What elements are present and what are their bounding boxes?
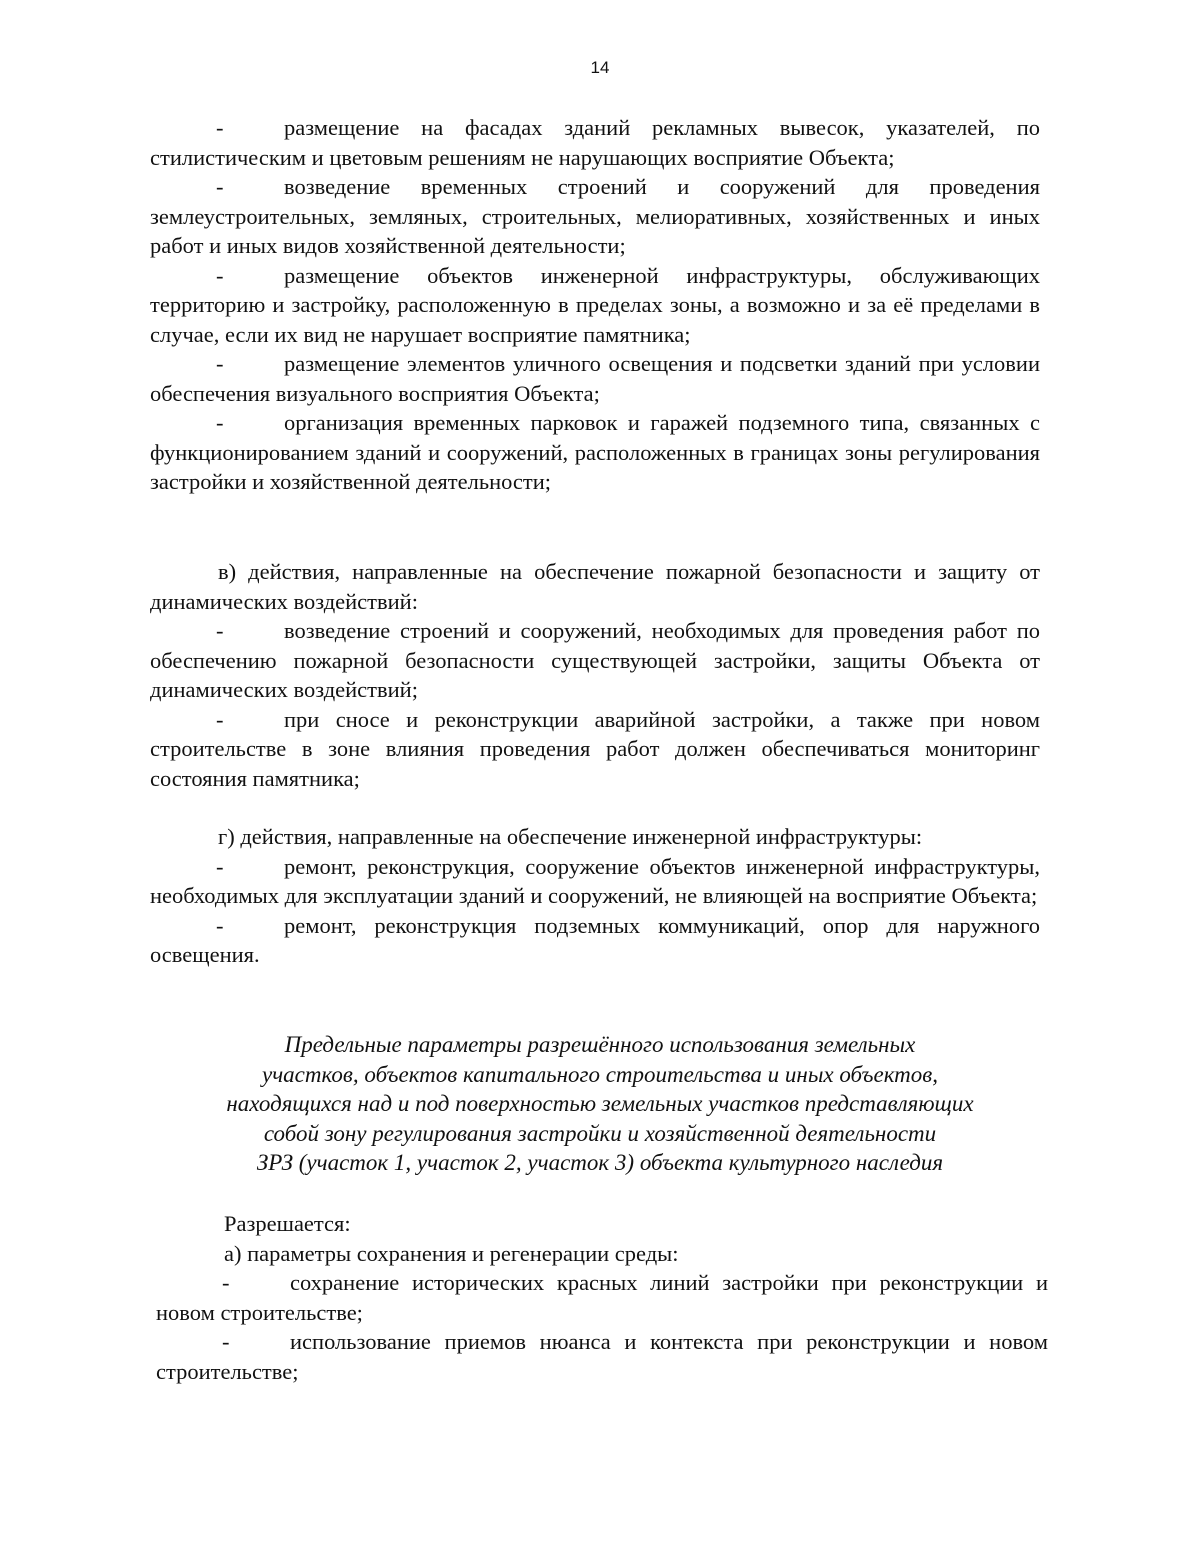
bullet-dash: - xyxy=(216,618,224,643)
bullet-dash: - xyxy=(216,912,224,938)
list-item: - возведение временных строений и сооружений для проведения землеустроительных, земляных, строительных, мелиоративных, хозяйственных и иных работ и иных видов хозяйственной деятельности; xyxy=(150,174,1040,258)
heading-line: находящихся над и под поверхностью земельных участков представляющих xyxy=(226,1091,974,1116)
heading-line: собой зону регулирования застройки и хозяйственной деятельности xyxy=(263,1120,937,1146)
bullet-dash: - xyxy=(216,706,224,732)
bullet-dash: - xyxy=(222,1329,230,1354)
list-block-1 xyxy=(150,113,1040,497)
section-g xyxy=(150,822,1040,970)
list-item: - возведение строений и сооружений, необходимых для проведения работ по обеспечению пожарной безопасности существующей застройки, защиты Объекта от динамических воздействий; xyxy=(150,618,1040,702)
section-allowed xyxy=(156,1209,1048,1386)
heading-line: ЗРЗ (участок 1, участок 2, участок 3) объекта культурного наследия xyxy=(256,1150,944,1175)
list-item: - использование приемов нюанса и контекста при реконструкции и новом строительстве; xyxy=(156,1329,1048,1384)
section-v xyxy=(150,557,1040,793)
bullet-dash: - xyxy=(216,115,224,140)
heading-line: участков, объектов капитального строительства и иных объектов, xyxy=(262,1061,938,1087)
section-v-intro: в) действия, направленные на обеспечение пожарной безопасности и защиту от динамических воздействий: xyxy=(150,559,1040,614)
bullet-dash: - xyxy=(216,351,224,376)
list-item: - размещение элементов уличного освещения и подсветки зданий при условии обеспечения визуального восприятия Объекта; xyxy=(150,351,1040,406)
heading-line: Предельные параметры разрешённого использования земельных xyxy=(284,1032,916,1057)
list-item: - организация временных парковок и гаражей подземного типа, связанных с функционированием зданий и сооружений, расположенных в границах зоны регулирования застройки и хозяйственной деятельности; xyxy=(150,410,1040,494)
list-item: - размещение на фасадах зданий рекламных вывесок, указателей, по стилистическим и цветовым решениям не нарушающих восприятие Объекта; xyxy=(150,115,1040,170)
section-heading xyxy=(150,1030,1050,1178)
bullet-dash: - xyxy=(216,262,224,288)
bullet-dash: - xyxy=(222,1270,230,1295)
allowed-label: Разрешается: xyxy=(224,1211,351,1236)
bullet-dash: - xyxy=(216,410,224,435)
list-item: - ремонт, реконструкция, сооружение объектов инженерной инфраструктуры, необходимых для эксплуатации зданий и сооружений, не влияющей на восприятие Объекта; xyxy=(150,853,1040,908)
list-item: - сохранение исторических красных линий застройки при реконструкции и новом строительстве; xyxy=(156,1270,1048,1325)
page-number: 14 xyxy=(590,58,610,77)
section-g-intro: г) действия, направленные на обеспечение инженерной инфраструктуры: xyxy=(218,824,923,849)
bullet-dash: - xyxy=(216,174,224,199)
list-item: - при сносе и реконструкции аварийной застройки, а также при новом строительстве в зоне влияния проведения работ должен обеспечиваться мониторинг состояния памятника; xyxy=(150,706,1040,791)
allowed-sub-a: а) параметры сохранения и регенерации среды: xyxy=(224,1240,679,1266)
list-item: - ремонт, реконструкция подземных коммуникаций, опор для наружного освещения. xyxy=(150,912,1040,967)
bullet-dash: - xyxy=(216,853,224,879)
list-item: - размещение объектов инженерной инфраструктуры, обслуживающих территорию и застройку, расположенную в пределах зоны, а возможно и за её пределами в случае, если их вид не нарушает восприятие памятника; xyxy=(150,262,1040,347)
